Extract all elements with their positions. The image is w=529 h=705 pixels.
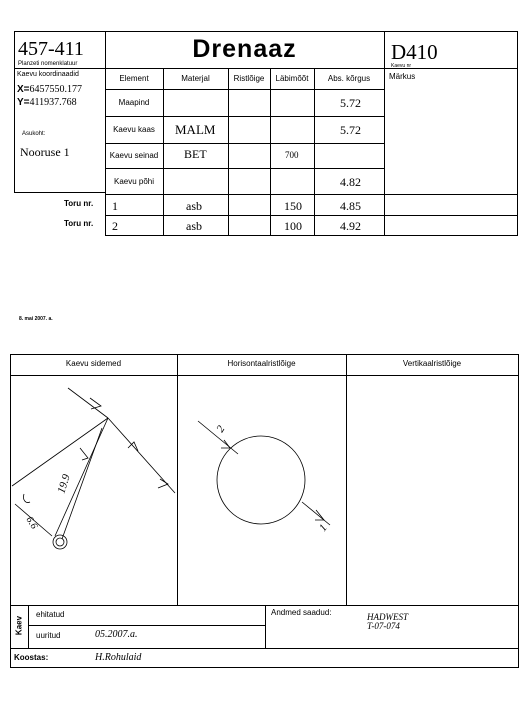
header-labimoot: Läbimõõt: [275, 74, 309, 83]
andmed-label: Andmed saadud:: [271, 608, 332, 617]
y-label: Y=: [17, 97, 30, 108]
row-element: Kaevu seinad: [109, 151, 159, 160]
panel-title-horisontaal: Horisontaalristlõige: [227, 359, 296, 368]
x-label: X=: [17, 84, 30, 95]
planzet-number: 457-411: [18, 38, 84, 60]
pipe-materjal: asb: [186, 219, 202, 233]
location-label: Asukoht:: [22, 131, 46, 137]
uuritud-label: uuritud: [36, 631, 61, 640]
planzet-label: Planzeti nomenklatuur: [18, 61, 78, 67]
ehitatud-label: ehitatud: [36, 610, 65, 619]
header-ristloige: Ristlõige: [233, 74, 265, 83]
row-materjal: MALM: [175, 122, 216, 137]
row-element: Kaevu põhi: [113, 176, 155, 186]
panel-title-kaevu-sidemed: Kaevu sidemed: [65, 359, 122, 368]
row-element: Kaevu kaas: [113, 125, 155, 134]
pipe-materjal: asb: [186, 199, 202, 213]
y-coordinate: [17, 97, 77, 108]
x-coordinate: [17, 84, 82, 95]
pipe-nr: 2: [112, 219, 118, 233]
pipe-nr: 1: [112, 199, 118, 213]
kaev-label-cell: [10, 605, 28, 648]
row-korgus: 4.82: [340, 175, 361, 189]
pipe-label: Toru nr.: [64, 219, 94, 228]
horizontal-section-sketch: [178, 376, 346, 605]
row-materjal: BET: [184, 147, 207, 161]
pipe-labimoot: 150: [284, 199, 302, 213]
header-korgus: Abs. kõrgus: [327, 74, 371, 83]
panel-title-vertikaal: Vertikaalristlõige: [402, 359, 462, 368]
pipe-mark: 1: [316, 522, 330, 534]
connections-sketch: [10, 376, 177, 605]
row-element: Maapind: [118, 98, 150, 107]
andmed-value: HADWEST: [367, 612, 408, 622]
pipe-korgus: 4.92: [340, 219, 361, 233]
well-id-label: Kaevu nr: [391, 63, 412, 69]
koostas-label: Koostas:: [14, 653, 49, 662]
y-value: 411937.768: [29, 97, 77, 108]
uuritud-value: 05.2007.a.: [95, 629, 138, 640]
x-value: 6457550.177: [29, 84, 83, 95]
location-value: Nooruse 1: [20, 145, 70, 159]
koostas-value: H.Rohulaid: [95, 652, 142, 663]
header-element: Element: [119, 74, 149, 83]
header-materjal: Materjal: [181, 74, 210, 83]
dimension-label: 6.6: [23, 514, 40, 532]
pipe-korgus: 4.85: [340, 199, 361, 213]
kaev-label: Kaev: [14, 615, 24, 636]
row-korgus: 5.72: [340, 96, 361, 110]
pipe-labimoot: 100: [284, 219, 302, 233]
well-id: D410: [391, 40, 438, 64]
row-korgus: 5.72: [340, 123, 361, 137]
row-labimoot: 700: [285, 150, 299, 160]
header-markus: Märkus: [389, 72, 416, 81]
page-title: Drenaaz: [192, 35, 297, 63]
card-date: 8. mai 2007. a.: [19, 316, 53, 322]
pipe-mark: 2: [214, 423, 228, 435]
coords-label: Kaevu koordinaadid: [17, 71, 79, 78]
dimension-label: 19.9: [55, 472, 73, 495]
pipe-label: Toru nr.: [64, 199, 94, 208]
andmed-value: T-07-074: [367, 621, 400, 631]
